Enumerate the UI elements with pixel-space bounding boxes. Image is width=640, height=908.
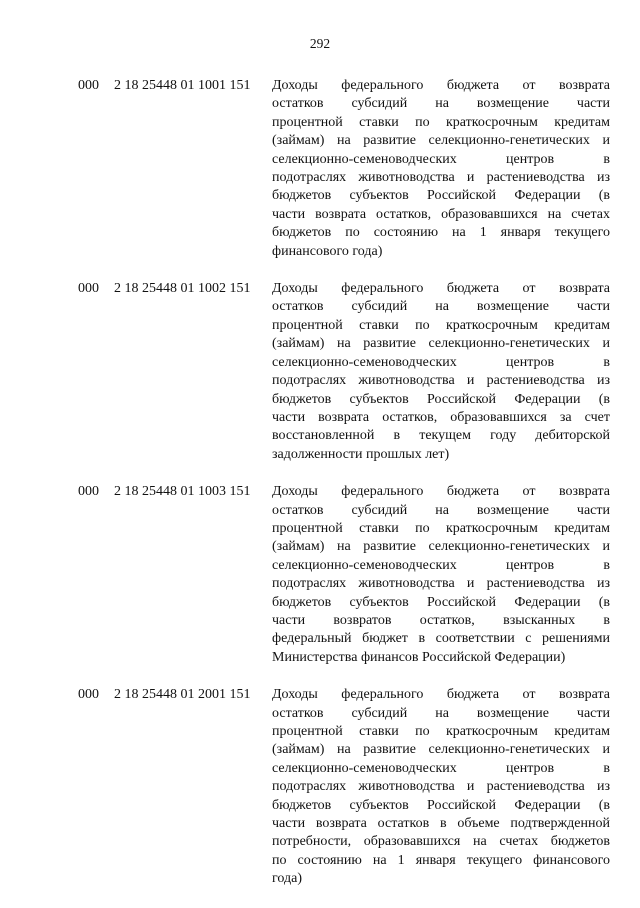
description-line: процентной ставки по краткосрочным кредитам: [272, 317, 610, 333]
budget-entry: [78, 77, 610, 261]
description-line: (займам) на развитие селекционно-генетических и: [272, 336, 610, 352]
description-line: бюджетов по состоянию на 1 января текущего: [272, 225, 610, 241]
admin-code: 000: [78, 281, 99, 297]
description-line: потребности, образовавшихся на счетах бюджетов: [272, 834, 610, 850]
budget-entry: [78, 483, 610, 667]
description-line: (займам) на развитие селекционно-генетических и: [272, 539, 610, 555]
description-line: Доходы федерального бюджета от возврата: [272, 687, 610, 703]
description-line: части возврата остатков, образовавшихся на счетах: [272, 206, 610, 222]
page-number: 292: [309, 36, 331, 51]
budget-code-list: [78, 77, 610, 908]
entry-description: [272, 280, 610, 464]
description-line: бюджетов субъектов Российской Федерации (в: [272, 391, 610, 407]
description-line: по состоянию на 1 января текущего финансового: [272, 852, 610, 868]
description-line: процентной ставки по краткосрочным кредитам: [272, 114, 610, 130]
budget-entry: [78, 280, 610, 464]
admin-code: 000: [78, 484, 99, 500]
description-line: Доходы федерального бюджета от возврата: [272, 78, 610, 93]
description-line: части возврата остатков в объеме подтвержденной: [272, 816, 610, 832]
budget-classification-code: 2 18 25448 01 2001 151: [114, 687, 251, 703]
description-line: подотраслях животноводства и растениеводства из: [272, 373, 610, 389]
description-line: остатков субсидий на возмещение части: [272, 502, 610, 518]
description-line: (займам) на развитие селекционно-генетических и: [272, 133, 610, 149]
description-line: подотраслях животноводства и растениеводства из: [272, 170, 610, 186]
description-line: подотраслях животноводства и растениеводства из: [272, 779, 610, 795]
budget-classification-code: 2 18 25448 01 1001 151: [114, 78, 251, 93]
description-line: федеральный бюджет в соответствии с решениями: [272, 631, 610, 647]
admin-code: 000: [78, 78, 99, 93]
description-line: бюджетов субъектов Российской Федерации (в: [272, 188, 610, 204]
description-line: бюджетов субъектов Российской Федерации (в: [272, 594, 610, 610]
description-line: селекционно-семеноводческих центров в: [272, 557, 610, 573]
description-line: части возвратов остатков, взысканных в: [272, 612, 610, 628]
description-line: остатков субсидий на возмещение части: [272, 299, 610, 315]
description-line: селекционно-семеноводческих центров в: [272, 354, 610, 370]
description-line: финансового года): [272, 243, 383, 259]
description-line: восстановленной в текущем году дебиторской: [272, 428, 610, 444]
admin-code: 000: [78, 687, 99, 703]
description-line: (займам) на развитие селекционно-генетических и: [272, 742, 610, 758]
budget-entry: [78, 686, 610, 888]
description-line: Доходы федерального бюджета от возврата: [272, 484, 610, 500]
description-line: бюджетов субъектов Российской Федерации (в: [272, 797, 610, 813]
description-line: процентной ставки по краткосрочным кредитам: [272, 724, 610, 739]
description-line: года): [272, 871, 302, 887]
entry-description: [272, 77, 610, 261]
description-line: части возврата остатков, образовавшихся за счет: [272, 409, 610, 425]
description-line: подотраслях животноводства и растениеводства из: [272, 576, 610, 592]
description-line: Министерства финансов Российской Федерации): [272, 649, 566, 665]
description-line: остатков субсидий на возмещение части: [272, 96, 610, 112]
description-line: Доходы федерального бюджета от возврата: [272, 281, 610, 297]
description-line: селекционно-семеноводческих центров в: [272, 151, 610, 167]
description-line: селекционно-семеноводческих центров в: [272, 760, 610, 776]
entry-description: [272, 483, 610, 667]
entry-description: [272, 686, 610, 888]
description-line: остатков субсидий на возмещение части: [272, 705, 610, 721]
description-line: процентной ставки по краткосрочным кредитам: [272, 520, 610, 536]
budget-classification-code: 2 18 25448 01 1002 151: [114, 281, 251, 297]
description-line: задолженности прошлых лет): [272, 446, 450, 462]
budget-classification-code: 2 18 25448 01 1003 151: [114, 484, 251, 500]
